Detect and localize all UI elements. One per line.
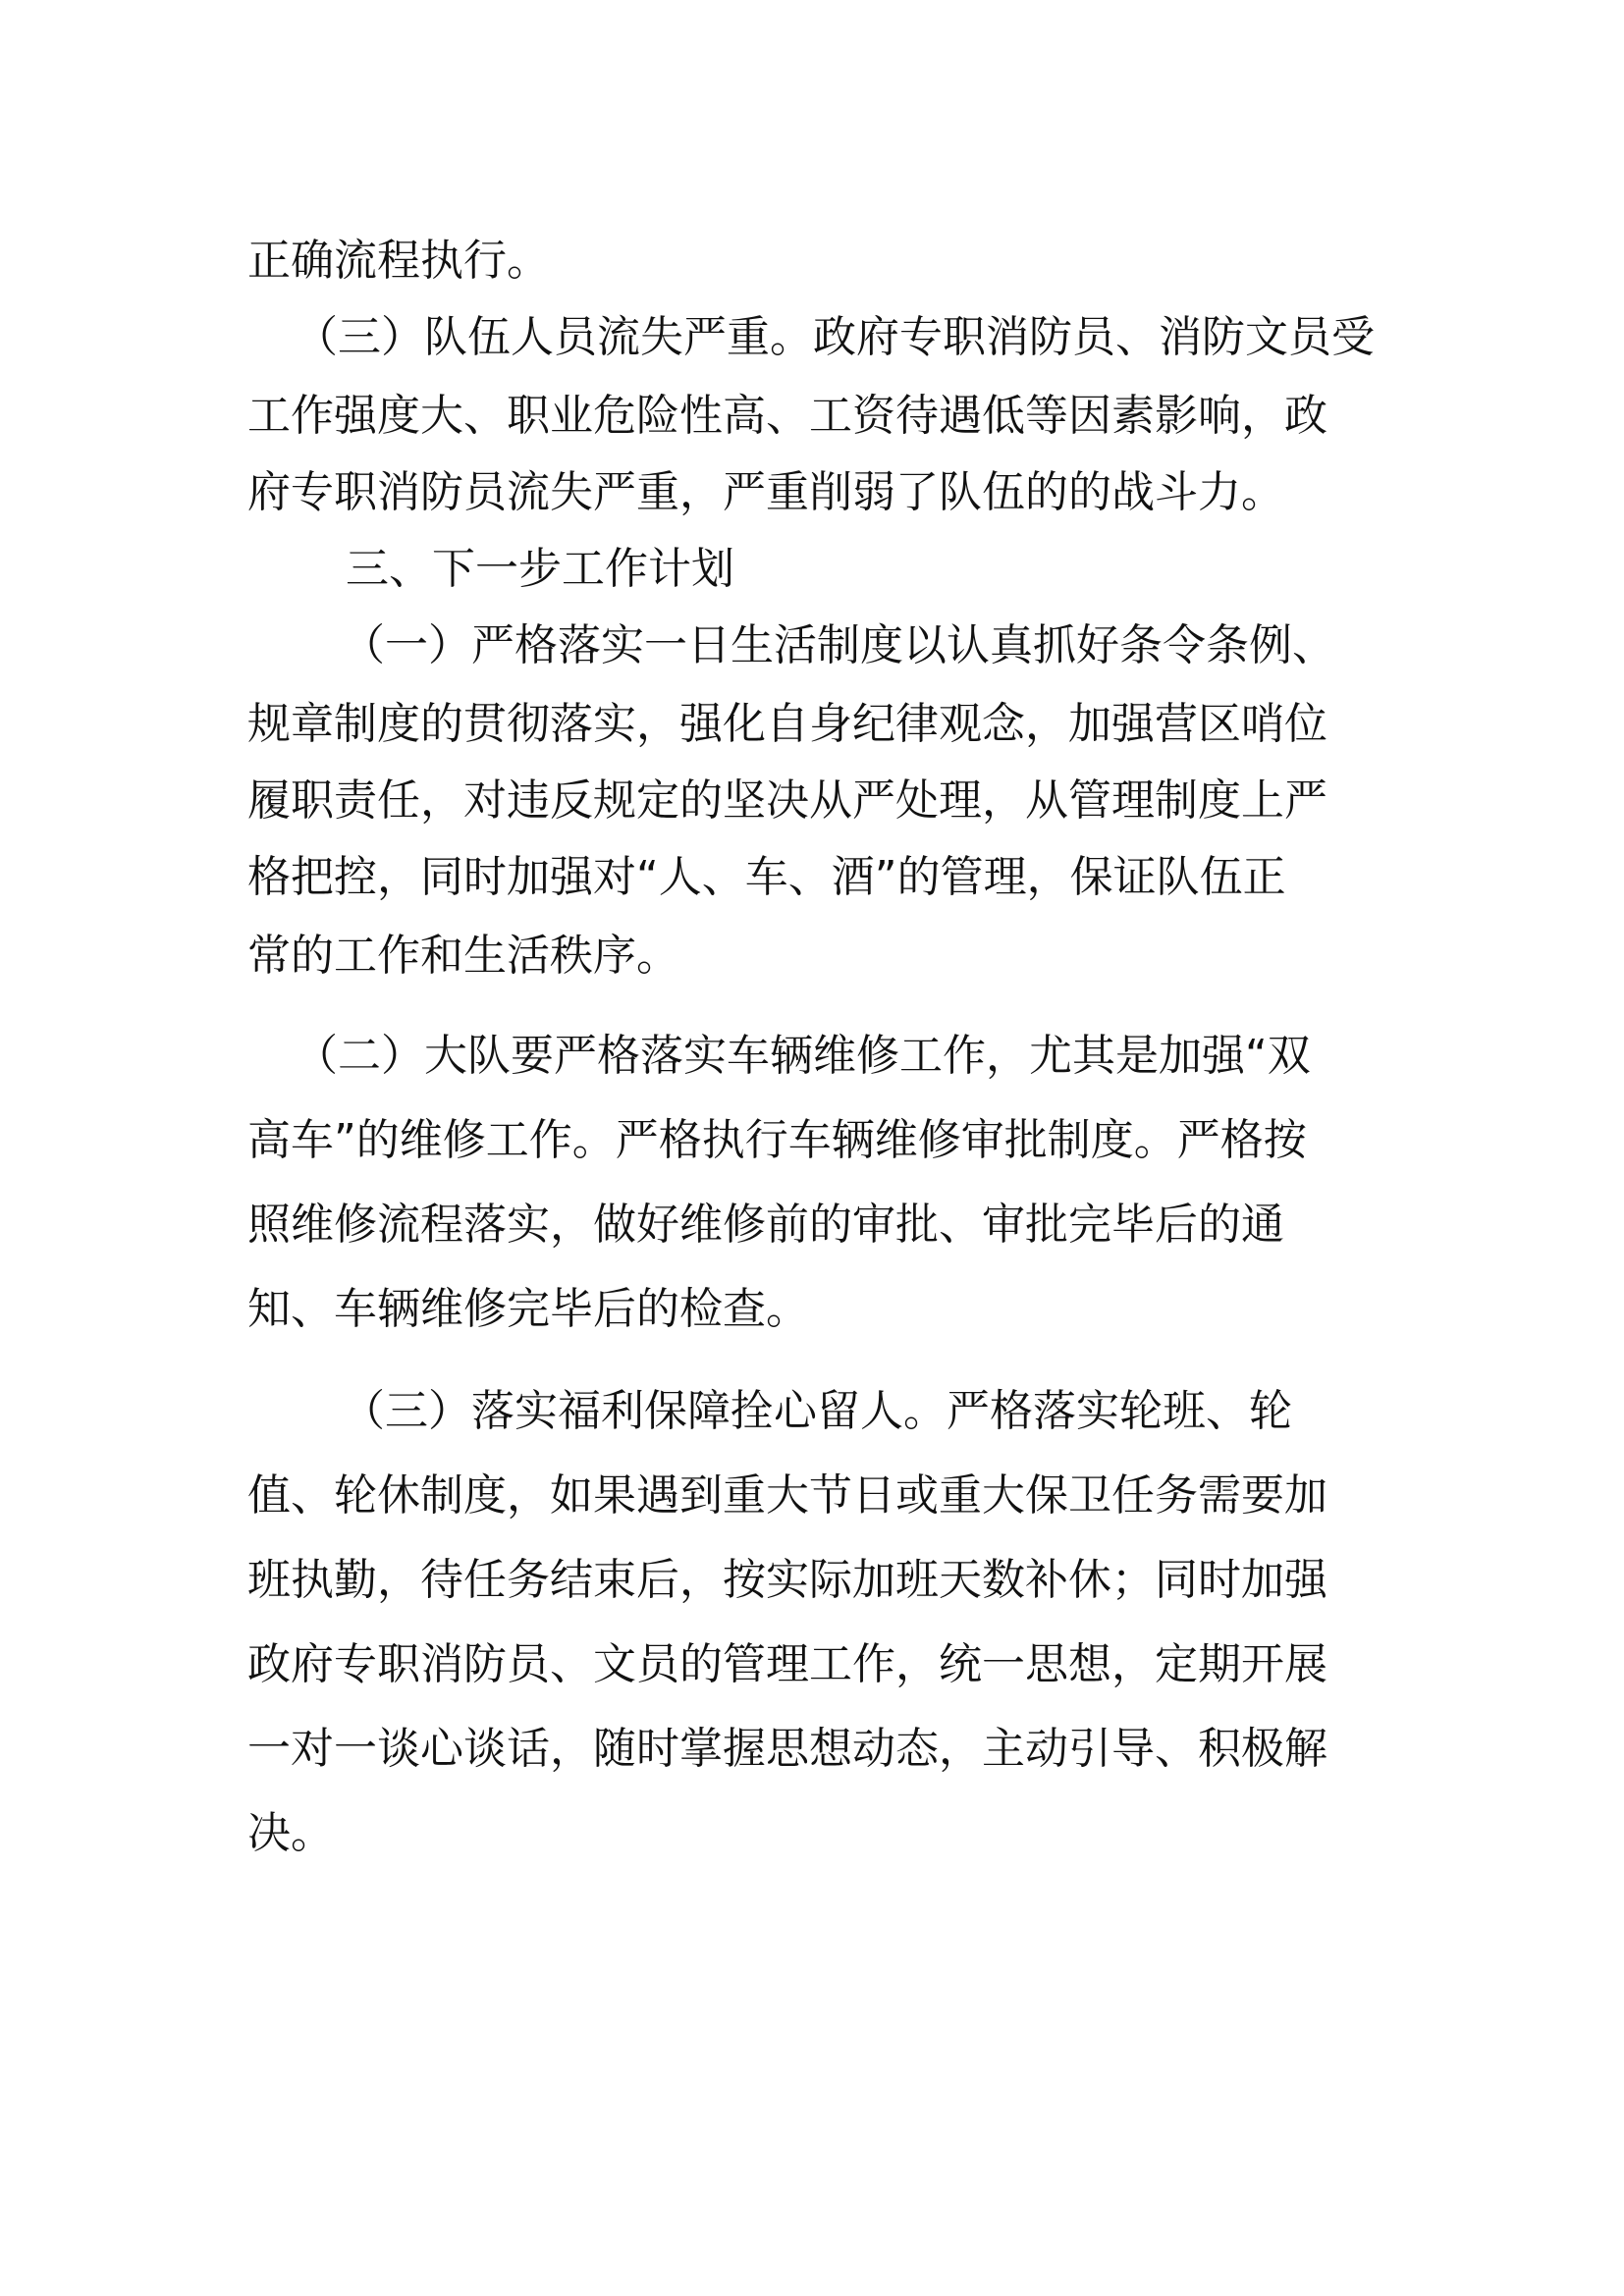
text-line-9: 格把控，同时加强对“人、车、酒”的管理，保证队伍正 [247,852,1286,902]
text-line-18: 政府专职消防员、文员的管理工作，统一思想，定期开展 [247,1639,1327,1689]
text-line-1: 正确流程执行。 [247,236,550,286]
text-line-16: 值、轮休制度，如果遇到重大节日或重大保卫任务需要加 [247,1470,1327,1521]
text-line-10: 常的工作和生活秩序。 [247,931,679,981]
text-line-14: 知、车辆维修完毕后的检查。 [247,1284,809,1334]
text-line-2: （三）队伍人员流失严重。政府专职消防员、消防文员受 [295,312,1375,362]
text-line-4: 府专职消防员流失严重，严重削弱了队伍的的战斗力。 [247,467,1284,517]
text-line-17: 班执勤，待任务结束后，按实际加班天数补休；同时加强 [247,1555,1327,1605]
text-line-19: 一对一谈心谈话，随时掌握思想动态，主动引导、积极解 [247,1724,1327,1774]
text-line-6: （一）严格落实一日生活制度以认真抓好条令条例、 [342,620,1335,670]
text-line-3: 工作强度大、职业危险性高、工资待遇低等因素影响，政 [247,391,1327,441]
text-line-13: 照维修流程落实，做好维修前的审批、审批完毕后的通 [247,1200,1284,1250]
text-line-15: （三）落实福利保障拴心留人。严格落实轮班、轮 [342,1386,1292,1436]
text-line-20: 决。 [247,1808,334,1858]
text-line-11: （二）大队要严格落实车辆维修工作，尤其是加强“双 [295,1031,1311,1081]
text-line-12: 高车”的维修工作。严格执行车辆维修审批制度。严格按 [247,1115,1307,1165]
text-line-8: 履职责任，对违反规定的坚决从严处理，从管理制度上严 [247,775,1327,826]
text-line-7: 规章制度的贯彻落实，强化自身纪律观念，加强营区哨位 [247,699,1327,749]
section-heading: 三、下一步工作计划 [346,544,734,594]
